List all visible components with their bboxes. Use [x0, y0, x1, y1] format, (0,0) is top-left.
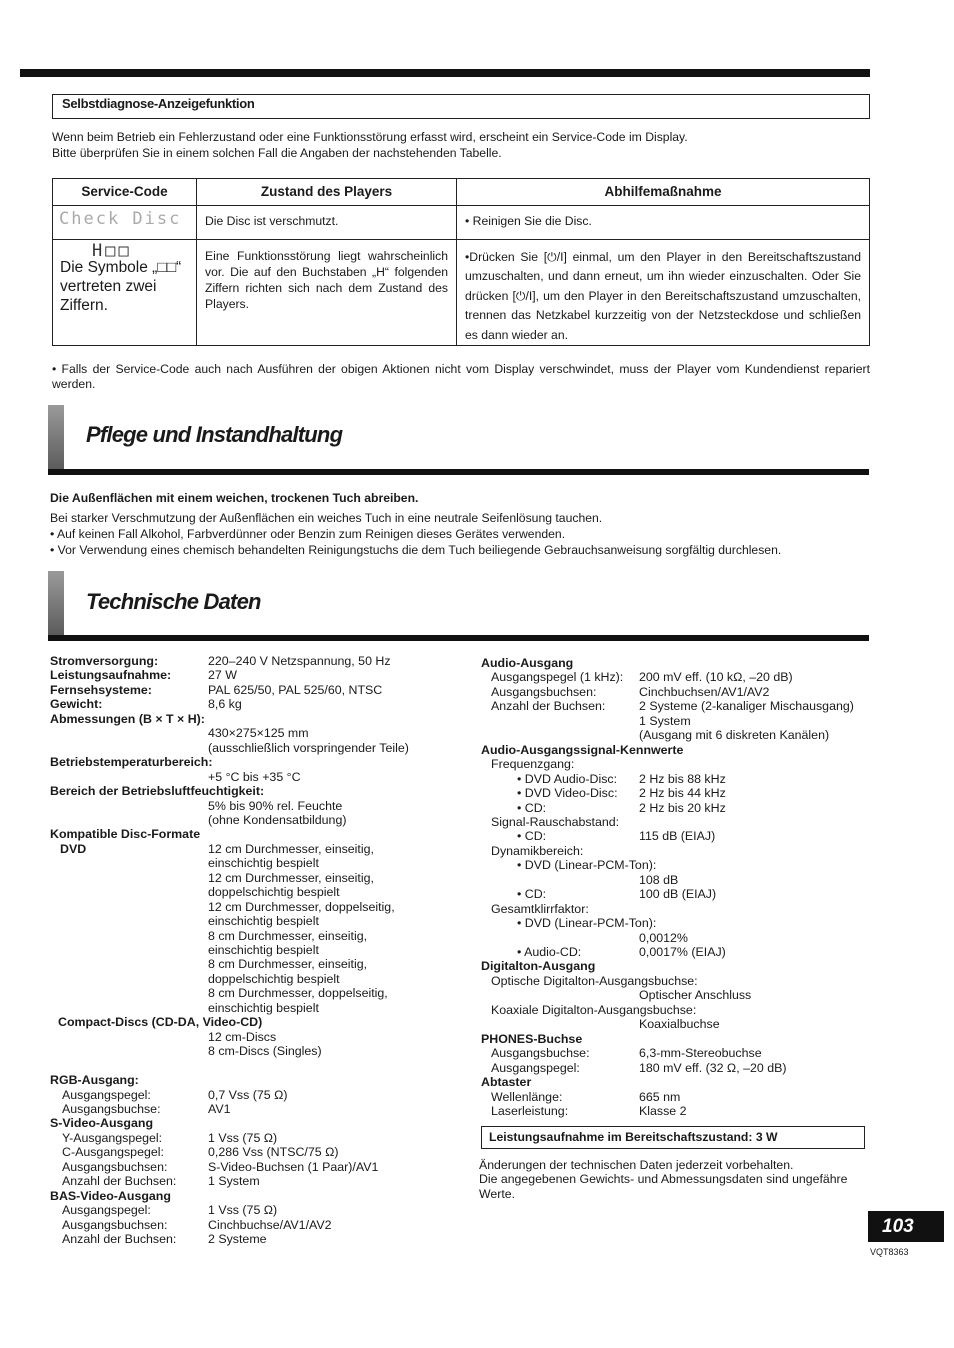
spec-value: +5 °C bis +35 °C — [208, 769, 301, 784]
spec-value: 1 Vss (75 Ω) — [208, 1130, 278, 1145]
spec-value: 2 Hz bis 20 kHz — [639, 800, 726, 815]
spec-label: Gewicht: — [50, 697, 103, 712]
header-remedy: Abhilfemaßnahme — [457, 179, 870, 206]
spec-value: einschichtig bespielt — [208, 1000, 319, 1015]
care-line-2: • Auf keinen Fall Alkohol, Farbverdünner oder Benzin zum Reinigen dieses Gerätes verwenden. — [50, 527, 566, 541]
spec-value: AV1 — [208, 1101, 231, 1116]
state-malfunction: Eine Funktionsstörung liegt wahrscheinlich vor. Die auf den Buchstaben „H“ folgenden Ziffern richten sich nach dem Zustand des Players. — [197, 240, 457, 346]
spec-label: Koaxiale Digitalton-Ausgangsbuchse: — [491, 1002, 697, 1017]
spec-label: Leistungsaufnahme: — [50, 668, 172, 683]
spec-value: 8 cm Durchmesser, doppelseitig, — [208, 986, 388, 1001]
spec-value: 220–240 V Netzspannung, 50 Hz — [208, 654, 391, 668]
spec-label: Wellenlänge: — [491, 1089, 563, 1104]
spec-value: 12 cm Durchmesser, einseitig, — [208, 841, 374, 856]
spec-value: 6,3-mm-Stereobuchse — [639, 1046, 762, 1061]
spec-value: Klasse 2 — [639, 1103, 687, 1118]
spec-value: einschichtig bespielt — [208, 914, 319, 929]
specs-right-column — [481, 656, 881, 1116]
spec-label: Abtaster — [481, 1075, 532, 1090]
spec-value: 0,286 Vss (NTSC/75 Ω) — [208, 1145, 339, 1160]
spec-value: (ausschließlich vorspringender Teile) — [208, 740, 409, 755]
specs-left-column — [50, 654, 470, 1246]
spec-value: 12 cm-Discs — [208, 1029, 277, 1044]
spec-label: BAS-Video-Ausgang — [50, 1188, 171, 1203]
spec-value: 2 Systeme — [208, 1232, 267, 1246]
care-section-rule — [48, 469, 869, 475]
model-code: VQT8363 — [870, 1247, 909, 1257]
top-rule — [20, 69, 870, 77]
spec-label: Ausgangspegel: — [62, 1203, 151, 1218]
spec-value: 665 nm — [639, 1089, 681, 1104]
spec-label: Y-Ausgangspegel: — [62, 1130, 163, 1145]
specs-footer-1: Änderungen der technischen Daten jederzeit vorbehalten. — [479, 1158, 794, 1172]
spec-label: Abmessungen (B × T × H): — [50, 711, 205, 726]
code-check-disc: Check Disc — [53, 206, 197, 240]
spec-label: • CD: — [517, 829, 547, 844]
spec-label: Ausgangsbuchse: — [491, 1046, 590, 1061]
spec-label: Ausgangspegel: — [491, 1060, 580, 1075]
specs-section-marker — [48, 571, 64, 637]
spec-value: 430×275×125 mm — [208, 726, 309, 741]
diag-title: Selbstdiagnose-Anzeigefunktion — [62, 96, 255, 111]
care-line-1: Bei starker Verschmutzung der Außenflächen ein weiches Tuch in eine neutrale Seifenlösung tauchen. — [50, 511, 603, 525]
diag-intro-line-2: Bitte überprüfen Sie in einem solchen Fall die Angaben der nachstehenden Tabelle. — [52, 146, 502, 160]
spec-label: Digitalton-Ausgang — [481, 959, 596, 974]
spec-value: 8 cm Durchmesser, einseitig, — [208, 957, 368, 972]
care-section-marker — [48, 405, 64, 471]
spec-value: 8 cm Durchmesser, einseitig, — [208, 928, 368, 943]
spec-value: 115 dB (EIAJ) — [639, 829, 716, 844]
service-note: • Falls der Service-Code auch nach Ausführen der obigen Aktionen nicht vom Display verschwindet, muss der Player vom Kundendienst repariert werden. — [52, 362, 870, 391]
spec-label: Ausgangsbuchsen: — [491, 684, 597, 699]
care-line-3: • Vor Verwendung eines chemisch behandelten Reinigungstuchs die dem Tuch beiliegende Gebrauchsanweisung sorgfältig durchlesen. — [50, 543, 782, 557]
spec-value: Cinchbuchsen/AV1/AV2 — [639, 684, 770, 699]
spec-label: Anzahl der Buchsen: — [62, 1232, 177, 1246]
specs-footer — [479, 1158, 869, 1201]
spec-label: Ausgangspegel: — [62, 1087, 151, 1102]
spec-label: Anzahl der Buchsen: — [491, 699, 606, 714]
care-title: Pflege und Instandhaltung — [86, 422, 343, 447]
spec-value: 2 Hz bis 88 kHz — [639, 771, 726, 786]
spec-label: RGB-Ausgang: — [50, 1073, 139, 1088]
spec-label: • DVD Video-Disc: — [517, 786, 618, 801]
code-h-digits: H□□ — [92, 241, 132, 261]
service-code-table — [52, 178, 870, 346]
spec-value: (Ausgang mit 6 diskreten Kanälen) — [639, 728, 830, 743]
spec-label: Ausgangsbuchse: — [62, 1101, 161, 1116]
spec-value: 0,0017% (EIAJ) — [639, 945, 726, 959]
code-note: Die Symbole „□□“ vertreten zwei Ziffern. — [60, 259, 182, 315]
spec-label: Betriebstemperaturbereich: — [50, 755, 213, 770]
remedy-clean-disc: • Reinigen Sie die Disc. — [457, 206, 870, 240]
spec-value: 8,6 kg — [208, 697, 242, 712]
spec-label: • CD: — [517, 800, 547, 815]
header-state: Zustand des Players — [197, 179, 457, 206]
spec-label: Ausgangspegel (1 kHz): — [491, 670, 624, 685]
spec-label: Optische Digitalton-Ausgangsbuchse: — [491, 973, 698, 988]
spec-value: einschichtig bespielt — [208, 943, 319, 957]
spec-label: Signal-Rauschabstand: — [491, 814, 620, 829]
spec-label: PHONES-Buchse — [481, 1031, 583, 1046]
spec-label: Dynamikbereich: — [491, 843, 584, 858]
spec-value: 1 System — [639, 713, 691, 728]
spec-label: Kompatible Disc-Formate — [50, 827, 201, 842]
spec-label: C-Ausgangspegel: — [62, 1145, 164, 1160]
spec-value: 12 cm Durchmesser, einseitig, — [208, 870, 374, 885]
header-service-code: Service-Code — [53, 179, 197, 206]
spec-value: 12 cm Durchmesser, doppelseitig, — [208, 899, 395, 914]
care-heading: Die Außenflächen mit einem weichen, trockenen Tuch abreiben. — [50, 491, 419, 505]
spec-label: • CD: — [517, 887, 547, 902]
spec-label: • DVD (Linear-PCM-Ton): — [517, 916, 657, 931]
spec-value: (ohne Kondensatbildung) — [208, 812, 347, 827]
spec-value: doppelschichtig bespielt — [208, 885, 340, 900]
spec-value: 27 W — [208, 668, 237, 683]
spec-value: 180 mV eff. (32 Ω, –20 dB) — [639, 1060, 787, 1075]
page-number: 103 — [868, 1211, 944, 1242]
diag-intro-line-1: Wenn beim Betrieb ein Fehlerzustand oder eine Funktionsstörung erfasst wird, erscheint ein Service-Code im Display. — [52, 130, 688, 144]
spec-value: 8 cm-Discs (Singles) — [208, 1044, 322, 1059]
spec-label: Frequenzgang: — [491, 757, 575, 772]
spec-label: • DVD Audio-Disc: — [517, 771, 618, 786]
specs-section-rule — [48, 635, 869, 641]
spec-value: 1 Vss (75 Ω) — [208, 1203, 278, 1218]
spec-value: Optischer Anschluss — [639, 988, 752, 1003]
state-dirty-disc: Die Disc ist verschmutzt. — [197, 206, 457, 240]
spec-label: • Audio-CD: — [517, 945, 582, 959]
spec-value: 0,7 Vss (75 Ω) — [208, 1087, 288, 1102]
spec-label: Gesamtklirrfaktor: — [491, 901, 589, 916]
spec-label: Stromversorgung: — [50, 654, 159, 668]
spec-value: Koaxialbuchse — [639, 1017, 720, 1032]
specs-title: Technische Daten — [86, 589, 261, 614]
spec-label: Anzahl der Buchsen: — [62, 1174, 177, 1189]
spec-value: 5% bis 90% rel. Feuchte — [208, 798, 343, 813]
spec-label: Ausgangsbuchsen: — [62, 1217, 168, 1232]
spec-value: Cinchbuchse/AV1/AV2 — [208, 1217, 332, 1232]
spec-label: Audio-Ausgangssignal-Kennwerte — [481, 742, 684, 757]
spec-value: einschichtig bespielt — [208, 856, 319, 871]
spec-value: doppelschichtig bespielt — [208, 971, 340, 986]
spec-label: Audio-Ausgang — [481, 656, 574, 670]
spec-label: S-Video-Ausgang — [50, 1116, 154, 1131]
spec-label: Ausgangsbuchsen: — [62, 1159, 168, 1174]
table-row — [53, 240, 870, 346]
spec-value: 1 System — [208, 1174, 260, 1189]
table-row — [53, 206, 870, 240]
spec-value: 108 dB — [639, 872, 679, 887]
spec-value: S-Video-Buchsen (1 Paar)/AV1 — [208, 1159, 379, 1174]
spec-value: 0,0012% — [639, 930, 688, 945]
standby-power: Leistungsaufnahme im Bereitschaftszustand: 3 W — [489, 1130, 778, 1144]
remedy-power-cycle: •Drücken Sie [⏻/I] einmal, um den Player in den Bereitschaftszustand umzuschalten, und dann erneut, um ihn wieder einzuschalten. Oder Sie drücken [⏻/I], um den Player in den Bereitschaftszustand umzuschalten, trennen das Netzkabel kurzzeitig von der Netzsteckdose und schließen es dann wieder an. — [457, 240, 870, 346]
spec-value: PAL 625/50, PAL 525/60, NTSC — [208, 682, 383, 697]
spec-value: 200 mV eff. (10 kΩ, –20 dB) — [639, 670, 793, 685]
code-cell — [53, 240, 197, 346]
specs-footer-2: Die angegebenen Gewichts- und Abmessungsdaten sind ungefähre Werte. — [479, 1172, 848, 1201]
care-text — [50, 510, 880, 558]
spec-label: DVD — [60, 841, 87, 856]
spec-value: 2 Hz bis 44 kHz — [639, 786, 726, 801]
diag-intro — [52, 129, 872, 161]
spec-value: 100 dB (EIAJ) — [639, 887, 717, 902]
spec-label: Compact-Discs (CD-DA, Video-CD) — [58, 1015, 263, 1030]
spec-label: Laserleistung: — [491, 1103, 569, 1118]
spec-label: • DVD (Linear-PCM-Ton): — [517, 858, 657, 873]
spec-label: Bereich der Betriebsluftfeuchtigkeit: — [50, 784, 265, 799]
spec-label: Fernsehsysteme: — [50, 682, 152, 697]
spec-value: 2 Systeme (2-kanaliger Mischausgang) — [639, 699, 854, 714]
